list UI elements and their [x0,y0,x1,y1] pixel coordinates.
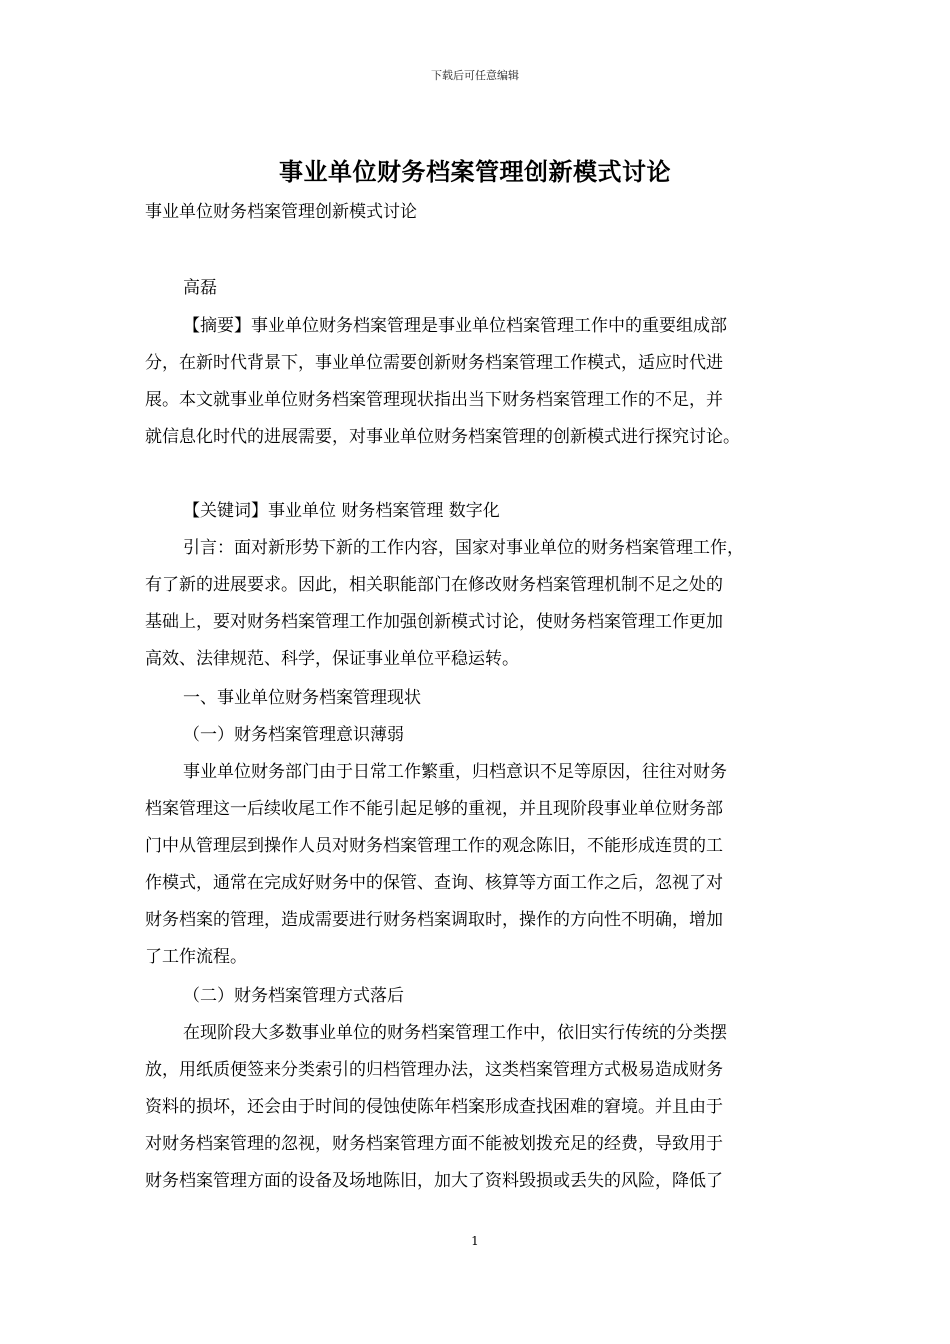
page-header: 下载后可任意编辑 [431,69,519,82]
paragraph-line: 放，用纸质便签来分类索引的归档管理办法，这类档案管理方式极易造成财务 [145,1060,723,1080]
paragraph-line: 了工作流程。 [145,947,247,967]
subsection-heading: （一）财务档案管理意识薄弱 [183,725,404,745]
section-heading: 一、事业单位财务档案管理现状 [183,688,421,708]
intro-line: 有了新的进展要求。因此，相关职能部门在修改财务档案管理机制不足之处的 [145,575,723,595]
abstract-line: 【摘要】事业单位财务档案管理是事业单位档案管理工作中的重要组成部 [183,316,727,336]
intro-line: 高效、法律规范、科学，保证事业单位平稳运转。 [145,649,519,669]
abstract-line: 就信息化时代的进展需要，对事业单位财务档案管理的创新模式进行探究讨论。 [145,427,740,447]
paragraph-line: 档案管理这一后续收尾工作不能引起足够的重视，并且现阶段事业单位财务部 [145,799,723,819]
author-name: 高磊 [183,278,217,298]
page-number: 1 [471,1234,479,1248]
paragraph-line: 作模式，通常在完成好财务中的保管、查询、核算等方面工作之后，忽视了对 [145,873,723,893]
subsection-heading: （二）财务档案管理方式落后 [183,986,404,1006]
paragraph-line: 财务档案管理方面的设备及场地陈旧，加大了资料毁损或丢失的风险，降低了 [145,1171,723,1191]
document-subtitle: 事业单位财务档案管理创新模式讨论 [145,202,417,222]
paragraph-line: 对财务档案管理的忽视，财务档案管理方面不能被划拨充足的经费，导致用于 [145,1134,723,1154]
keywords: 【关键词】事业单位 财务档案管理 数字化 [183,501,500,521]
paragraph-line: 财务档案的管理，造成需要进行财务档案调取时，操作的方向性不明确，增加 [145,910,723,930]
abstract-line: 分，在新时代背景下，事业单位需要创新财务档案管理工作模式，适应时代进 [145,353,723,373]
abstract-line: 展。本文就事业单位财务档案管理现状指出当下财务档案管理工作的不足，并 [145,390,723,410]
paragraph-line: 门中从管理层到操作人员对财务档案管理工作的观念陈旧，不能形成连贯的工 [145,836,723,856]
paragraph-line: 资料的损坏，还会由于时间的侵蚀使陈年档案形成查找困难的窘境。并且由于 [145,1097,723,1117]
intro-line: 基础上，要对财务档案管理工作加强创新模式讨论，使财务档案管理工作更加 [145,612,723,632]
document-title: 事业单位财务档案管理创新模式讨论 [279,157,671,186]
intro-line: 引言：面对新形势下新的工作内容，国家对事业单位的财务档案管理工作， [183,538,744,558]
paragraph-line: 事业单位财务部门由于日常工作繁重，归档意识不足等原因，往往对财务 [183,762,727,782]
paragraph-line: 在现阶段大多数事业单位的财务档案管理工作中，依旧实行传统的分类摆 [183,1023,727,1043]
